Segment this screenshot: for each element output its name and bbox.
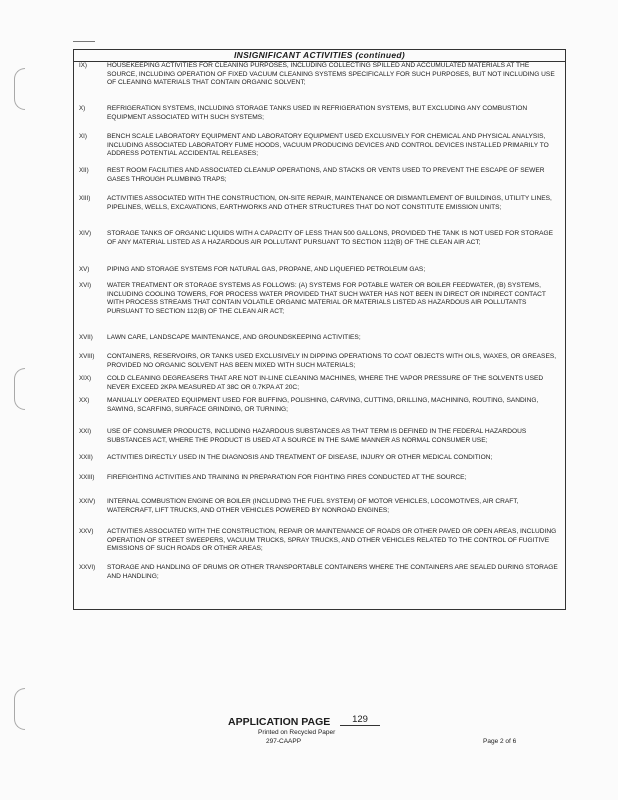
list-item (74, 474, 565, 483)
list-item (74, 266, 565, 275)
item-number: IX) (79, 62, 87, 69)
section-title: INSIGNIFICANT ACTIVITIES (continued) (74, 50, 565, 62)
item-text: INTERNAL COMBUSTION ENGINE OR BOILER (INCLUDING THE FUEL SYSTEM) OF MOTOR VEHICLES, LOCOMOTIVES, AIR CRAFT, WATERCRAFT, LIFT TRUCKS, AND OTHER VEHICLES POWERED BY NONROAD ENGINES; (107, 498, 519, 514)
list-item (74, 397, 565, 414)
item-text: LAWN CARE, LANDSCAPE MAINTENANCE, AND GROUNDSKEEPING ACTIVITIES; (107, 334, 361, 341)
item-text: REST ROOM FACILITIES AND ASSOCIATED CLEANUP OPERATIONS, AND STACKS OR VENTS USED TO PREVENT THE ESCAPE OF SEWER GASES THROUGH PLUMBING TRAPS; (107, 167, 545, 183)
item-number: XXV) (79, 528, 94, 535)
item-text: CONTAINERS, RESERVOIRS, OR TANKS USED EXCLUSIVELY IN DIPPING OPERATIONS TO COAT OBJECTS WITH OILS, WAXES, OR GREASES, PROVIDED NO ORGANIC SOLVENT HAS BEEN MIXED WITH SUCH MATERIALS; (107, 353, 557, 369)
form-number: 297-CAAPP (266, 738, 302, 745)
list-item (74, 353, 565, 370)
list-item (74, 454, 565, 463)
item-number: XVII) (79, 334, 93, 341)
application-page-number: 129 (340, 714, 380, 726)
item-number: X) (79, 105, 86, 112)
item-text: WATER TREATMENT OR STORAGE SYSTEMS AS FOLLOWS: (A) SYSTEMS FOR POTABLE WATER OR BOILER FEEDWATER, (B) SYSTEMS, INCLUDING COOLING TOWERS, FOR PROCESS WATER PROVIDED THAT SUCH WATER HAS NOT BEEN IN DIRECT OR INDIRECT CONTACT WITH PROCESS STREAMS THAT CONTAIN VOLATILE ORGANIC MATERIAL OR MATERIALS LISTED AS HAZARDOUS AIR POLLUTANTS PURSUANT TO SECTION 112(B) OF THE CLEAN AIR ACT; (107, 282, 546, 315)
item-number: XXI) (79, 428, 92, 435)
punch-hole-top (14, 68, 25, 110)
item-number: XIV) (79, 230, 92, 237)
item-text: ACTIVITIES DIRECTLY USED IN THE DIAGNOSIS AND TREATMENT OF DISEASE, INJURY OR OTHER MEDICAL CONDITION; (107, 454, 493, 461)
list-item (74, 195, 565, 212)
list-item (74, 62, 565, 88)
item-number: XIII) (79, 195, 91, 202)
list-item (74, 528, 565, 554)
item-text: REFRIGERATION SYSTEMS, INCLUDING STORAGE TANKS USED IN REFRIGERATION SYSTEMS, BUT EXCLUDING ANY COMBUSTION EQUIPMENT ASSOCIATED WITH SUCH SYSTEMS; (107, 105, 528, 121)
item-number: XIX) (79, 375, 92, 382)
item-text: FIREFIGHTING ACTIVITIES AND TRAINING IN PREPARATION FOR FIGHTING FIRES CONDUCTED AT THE SOURCE; (107, 474, 467, 481)
item-text: USE OF CONSUMER PRODUCTS, INCLUDING HAZARDOUS SUBSTANCES AS THAT TERM IS DEFINED IN THE FEDERAL HAZARDOUS SUBSTANCES ACT, WHERE THE PRODUCT IS USED AT A SOURCE IN THE SAME MANNER AS NORMAL CONSUMER USE; (107, 428, 527, 444)
item-number: XXVI) (79, 564, 96, 571)
item-text: STORAGE AND HANDLING OF DRUMS OR OTHER TRANSPORTABLE CONTAINERS WHERE THE CONTAINERS ARE SEALED DURING STORAGE AND HANDLING; (107, 564, 558, 580)
item-text: MANUALLY OPERATED EQUIPMENT USED FOR BUFFING, POLISHING, CARVING, CUTTING, DRILLING, MACHINING, ROUTING, SANDING, SAWING, SCARFING, SURFACE GRINDING, OR TURNING; (107, 397, 539, 413)
item-text: COLD CLEANING DEGREASERS THAT ARE NOT IN-LINE CLEANING MACHINES, WHERE THE VAPOR PRESSURE OF THE SOLVENTS USED NEVER EXCEED 2KPA MEASURED AT 38C OR 0.7KPA AT 20C; (107, 375, 544, 391)
list-item (74, 564, 565, 581)
item-number: XVI) (79, 282, 92, 289)
item-number: XX) (79, 397, 90, 404)
item-text: PIPING AND STORAGE SYSTEMS FOR NATURAL GAS, PROPANE, AND LIQUEFIED PETROLEUM GAS; (107, 266, 426, 273)
list-item (74, 375, 565, 392)
page-of: Page 2 of 6 (483, 738, 517, 745)
item-number: XII) (79, 167, 89, 174)
list-item (74, 230, 565, 247)
list-item (74, 167, 565, 184)
printed-on-note: Printed on Recycled Paper (258, 729, 336, 736)
item-number: XV) (79, 266, 90, 273)
item-number: XVIII) (79, 353, 95, 360)
punch-hole-middle (14, 368, 25, 410)
item-text: ACTIVITIES ASSOCIATED WITH THE CONSTRUCTION, ON-SITE REPAIR, MAINTENANCE OR DISMANTLEMENT OF BUILDINGS, UTILITY LINES, PIPELINES, WELLS, EXCAVATIONS, EARTHWORKS AND OTHER STRUCTURES THAT DO NOT CONSTITUTE EMISSION UNITS; (107, 195, 552, 211)
list-item (74, 133, 565, 159)
item-text: STORAGE TANKS OF ORGANIC LIQUIDS WITH A CAPACITY OF LESS THAN 500 GALLONS, PROVIDED THE TANK IS NOT USED FOR STORAGE OF ANY MATERIAL LISTED AS A HAZARDOUS AIR POLLUTANT PURSUANT TO SECTION 112(B) OF THE CLEAN AIR ACT; (107, 230, 554, 246)
item-number: XXIV) (79, 498, 96, 505)
list-item (74, 428, 565, 445)
item-text: ACTIVITIES ASSOCIATED WITH THE CONSTRUCTION, REPAIR OR MAINTENANCE OF ROADS OR OTHER PAVED OR OPEN AREAS, INCLUDING OPERATION OF STREET SWEEPERS, VACUUM TRUCKS, SPRAY TRUCKS, AND OTHER VEHICLES RELATED TO THE CONTROL OF FUGITIVE EMISSIONS OF SUCH ROADS OR OTHER AREAS; (107, 528, 557, 552)
application-page-label: APPLICATION PAGE (228, 716, 331, 728)
list-item (74, 498, 565, 515)
list-item (74, 334, 565, 343)
item-text: BENCH SCALE LABORATORY EQUIPMENT AND LABORATORY EQUIPMENT USED EXCLUSIVELY FOR CHEMICAL AND PHYSICAL ANALYSIS, INCLUDING ASSOCIATED LABORATORY FUME HOODS, VACUUM PRODUCING DEVICES AND CONTROL DEVICES INSTALLED PRIMARILY TO ADDRESS POTENTIAL ACCIDENTAL RELEASES; (107, 133, 549, 157)
item-number: XXII) (79, 454, 93, 461)
list-item (74, 105, 565, 122)
top-rule (73, 41, 95, 42)
list-item (74, 282, 565, 316)
item-number: XXIII) (79, 474, 95, 481)
punch-hole-bottom (14, 688, 25, 730)
item-text: HOUSEKEEPING ACTIVITIES FOR CLEANING PURPOSES, INCLUDING COLLECTING SPILLED AND ACCUMULATED MATERIALS AT THE SOURCE, INCLUDING OPERATION OF FIXED VACUUM CLEANING SYSTEMS SPECIFICALLY FOR SUCH PURPOSES, BUT NOT INCLUDING USE OF CLEANING MATERIALS THAT CONTAIN ORGANIC SOLVENT; (107, 62, 555, 86)
activities-box (73, 49, 566, 610)
item-number: XI) (79, 133, 87, 140)
